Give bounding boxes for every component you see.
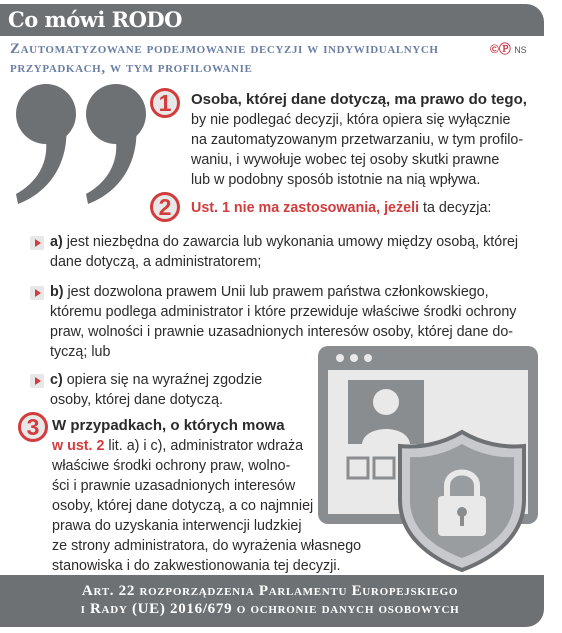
list-item-b-label: b): [50, 284, 64, 300]
section-3-line: prawa do uzyskania interwencji ludzkiej: [52, 518, 302, 534]
list-item-b-line: któremu podlega administrator i które przewiduje właściwe środki ochrony: [50, 304, 517, 320]
footer-line-1: Art. 22 rozporządzenia Parlamentu Europejskiego: [81, 583, 459, 599]
list-item-b-line: praw, wolności i prawnie uzasadnionych interesów osoby, której dane do-: [50, 324, 514, 340]
triangle-bullet-icon: [30, 236, 44, 250]
section-2-lead-line: [191, 198, 491, 219]
list-item-b-line: jest dozwolona prawem Unii lub prawem państwa członkowskiego,: [67, 284, 489, 300]
header-bar: [0, 4, 544, 36]
section-1-line: by nie podlegać decyzji, która opiera się wyłącznie: [191, 112, 511, 128]
list-item-a-line: jest niezbędna do zawarcia lub wykonania umowy między osobą, której: [66, 234, 519, 250]
section-3-line: ze strony administratora, do wyrażenia własnego: [52, 538, 362, 554]
section-3-line: stanowiska i do zakwestionowania tej decyzji.: [52, 558, 341, 574]
section-3-number: 3: [18, 412, 48, 442]
section-2-lead: Ust. 1 nie ma zastosowania, jeżeli: [191, 200, 420, 216]
computer-shield-lock-icon: [312, 340, 544, 572]
section-1-lead: Osoba, której dane dotyczą, ma prawo do tego,: [191, 91, 527, 108]
section-3-lead-ref: w ust. 2: [52, 438, 105, 454]
footer-citation: [10, 582, 530, 618]
section-1-line: na zautomatyzowanym przetwarzaniu, w tym profilo-: [191, 132, 524, 148]
subtitle: Zautomatyzowane podejmowanie decyzji w indywidualnych przypadkach, w tym profilowanie: [10, 41, 439, 76]
section-1-line: waniu, i wywołuje wobec tej osoby skutki prawne: [191, 152, 500, 168]
list-item-c: [50, 370, 262, 391]
section-1-number: 1: [150, 88, 180, 118]
section-1-line: lub w podobny sposób istotnie na nią wpływa.: [191, 172, 481, 188]
section-2-number: 2: [150, 192, 180, 222]
triangle-bullet-icon: [30, 286, 44, 300]
section-3-line: właściwe środki ochrony praw, wolno-: [52, 458, 291, 474]
footer-line-2: i Rady (UE) 2016/679 o ochronie danych osobowych: [80, 601, 460, 617]
copyright-ns: NS: [514, 45, 527, 55]
list-item-a: [50, 232, 518, 253]
footer-bar: [0, 575, 544, 627]
section-3-line: osoby, której dane dotyczą, a co najmniej: [52, 498, 314, 514]
list-item-b: [50, 282, 489, 303]
header-title: Co mówi RODO: [8, 7, 182, 32]
list-item-c-label: c): [50, 372, 63, 388]
list-item-a-line: dane dotyczą, a administratorem;: [50, 254, 262, 270]
section-3-lead-line: [52, 436, 303, 457]
section-3-lead: W przypadkach, o których mowa: [52, 417, 285, 434]
section-3-line: ści i prawnie uzasadnionych interesów: [52, 478, 296, 494]
section-3-lead-rest: lit. a) i c), administrator wdraża: [108, 438, 304, 454]
triangle-bullet-icon: [30, 374, 44, 388]
list-item-c-line: osoby, której dane dotyczą.: [50, 392, 223, 408]
section-2-lead-rest: ta decyzja:: [423, 200, 492, 216]
copyright-mark: [490, 40, 527, 57]
quote-icon: [8, 62, 158, 212]
list-item-b-line: tyczą; lub: [50, 344, 111, 360]
list-item-c-line: opiera się na wyraźnej zgodzie: [66, 372, 263, 388]
list-item-a-label: a): [50, 234, 63, 250]
copyright-symbols: ©Ⓟ: [490, 42, 511, 56]
